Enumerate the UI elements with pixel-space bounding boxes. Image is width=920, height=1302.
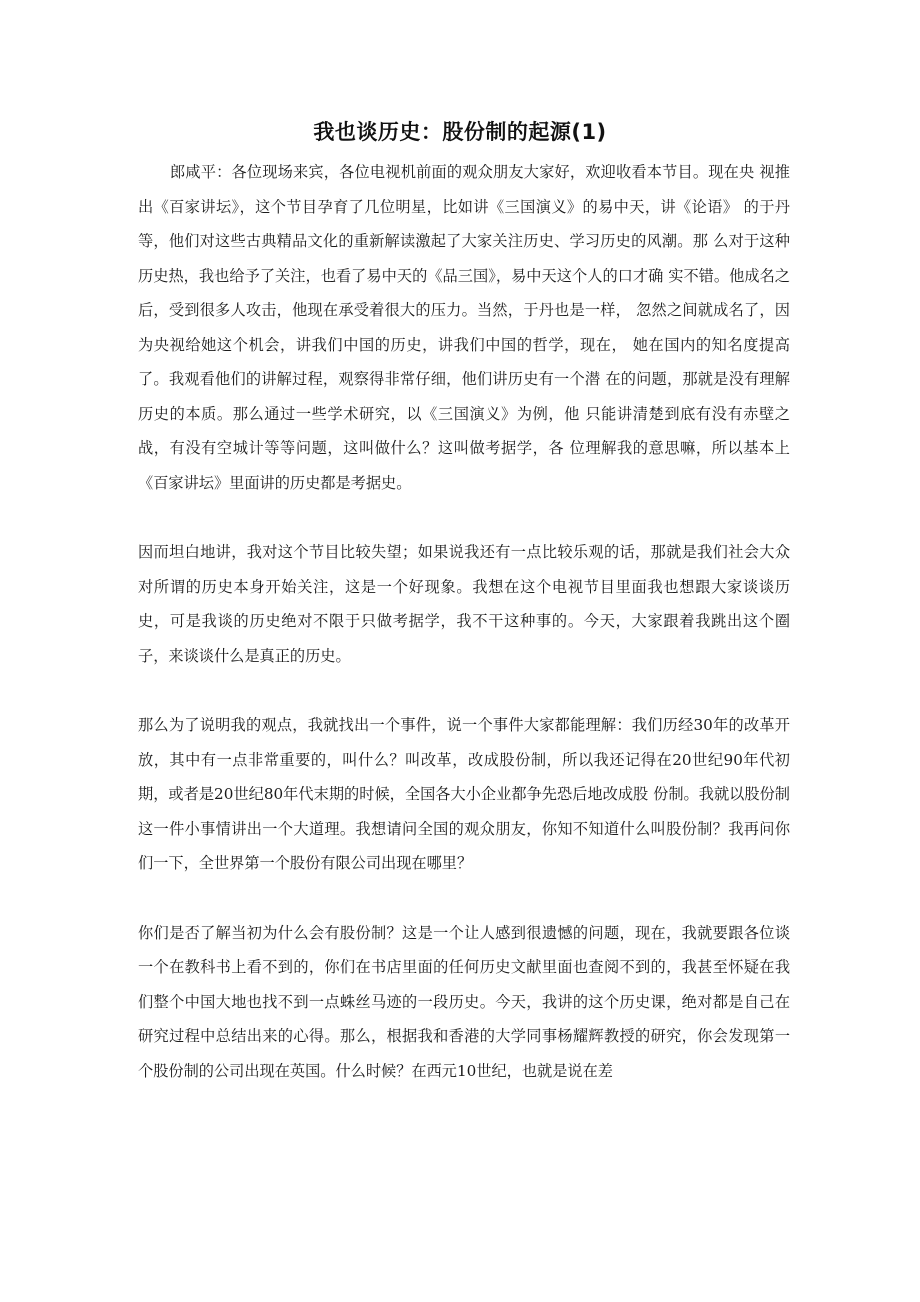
- paragraph-3: 那么为了说明我的观点，我就找出一个事件，说一个事件大家都能理解：我们历经30年的改革开放，其中有一点非常重要的，叫什么？叫改革，改成股份制，所以我还记得在20世纪90年代初期，或者是20世纪80年代末期的时候，全国各大小企业都争先恐后地改成股 份制。我就以股份制这一件小事情讲出一个大道理。我想请问全国的观众朋友，你知不知道什么叫股份制？我再问你们一下，全世界第一个股份有限公司出现在哪里？: [138, 716, 790, 872]
- document-title: 我也谈历史：股份制的起源(1): [313, 120, 607, 145]
- document-body: [138, 155, 790, 1123]
- paragraph-2: 因而坦白地讲，我对这个节目比较失望；如果说我还有一点比较乐观的话，那就是我们社会大众对所谓的历史本身开始关注，这是一个好现象。我想在这个电视节目里面我也想跟大家谈谈历史，可是我谈的历史绝对不限于只做考据学，我不干这种事的。今天，大家跟着我跳出这个圈子，来谈谈什么是真正的历史。: [138, 543, 790, 665]
- paragraph-4: 你们是否了解当初为什么会有股份制？这是一个让人感到很遗憾的问题，现在，我就要跟各位谈一个在教科书上看不到的，你们在书店里面的任何历史文献里面也查阅不到的，我甚至怀疑在我们整个中国大地也找不到一点蛛丝马迹的一段历史。今天，我讲的这个历史课，绝对都是自己在研究过程中总结出来的心得。那么，根据我和香港的大学同事杨耀辉教授的研究，你会发现第一个股份制的公司出现在英国。什么时候？在西元10世纪，也就是说在差: [138, 923, 790, 1080]
- paragraph-1: 郎咸平：各位现场来宾，各位电视机前面的观众朋友大家好，欢迎收看本节目。现在央 视推出《百家讲坛》，这个节目孕育了几位明星，比如讲《三国演义》的易中天，讲《论语》 的于丹等，他们对这些古典精品文化的重新解读激起了大家关注历史、学习历史的风潮。那 么对于这种历史热，我也给予了关注，也看了易中天的《品三国》，易中天这个人的口才确 实不错。他成名之后，受到很多人攻击，他现在承受着很大的压力。当然，于丹也是一样， 忽然之间就成名了，因为央视给她这个机会，讲我们中国的历史，讲我们中国的哲学，现在， 她在国内的知名度提高了。我观看他们的讲解过程，观察得非常仔细，他们讲历史有一个潜 在的问题，那就是没有理解历史的本质。那么通过一些学术研究，以《三国演义》为例，他 只能讲清楚到底有没有赤壁之战，有没有空城计等等问题，这叫做什么？这叫做考据学，各 位理解我的意思嘛，所以基本上《百家讲坛》里面讲的历史都是考据史。: [138, 163, 790, 492]
